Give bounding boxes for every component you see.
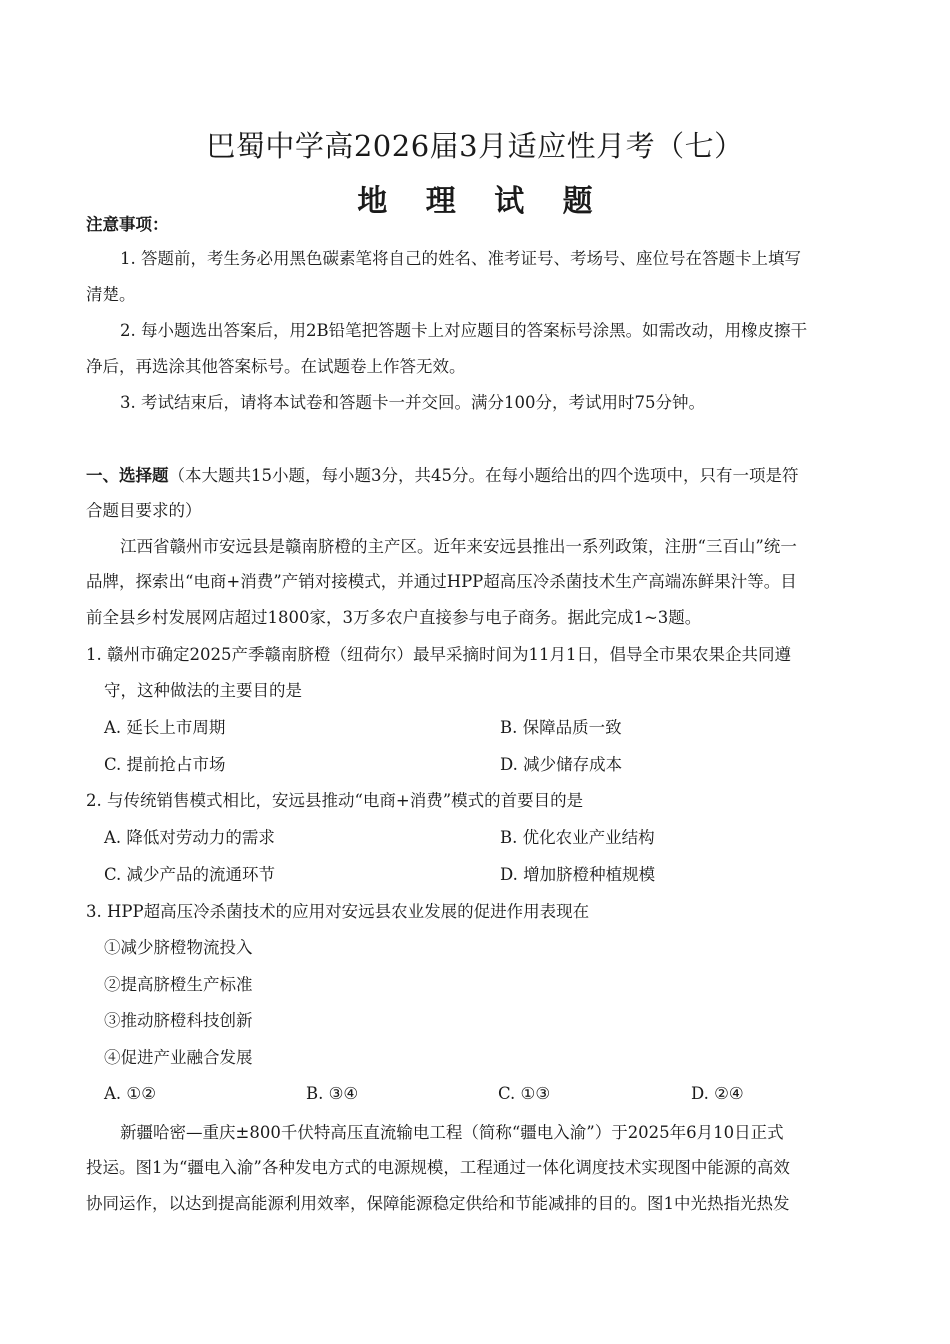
passage-2-line-1: 新疆哈密—重庆±800千伏特高压直流输电工程（简称“疆电入渝”）于2025年6月10日正式 bbox=[120, 1123, 784, 1142]
passage-1-line-3: 前全县乡村发展网店超过1800家，3万多农户直接参与电子商务。据此完成1~3题。 bbox=[86, 608, 702, 627]
exam-title: 巴蜀中学高2026届3月适应性月考（七） bbox=[206, 129, 744, 163]
subject-title: 地 理 试 题 bbox=[357, 184, 607, 219]
q1-stem: 1. 赣州市确定2025产季赣南脐橙（纽荷尔）最早采摘时间为11月1日，倡导全市果农果企共同遵 bbox=[86, 645, 791, 664]
notice-item-1: 1. 答题前，考生务必用黑色碳素笔将自己的姓名、准考证号、考场号、座位号在答题卡上填写 bbox=[120, 249, 801, 268]
q2-option-d: D. 增加脐橙种植规模 bbox=[500, 865, 656, 884]
notice-item-2: 2. 每小题选出答案后，用2B铅笔把答题卡上对应题目的答案标号涂黑。如需改动，用橡皮擦干 bbox=[120, 321, 808, 340]
notice-item-1-cont: 清楚。 bbox=[86, 285, 136, 304]
q3-option-b: B. ③④ bbox=[306, 1084, 359, 1103]
passage-1-line-1: 江西省赣州市安远县是赣南脐橙的主产区。近年来安远县推出一系列政策，注册“三百山”统一 bbox=[120, 537, 797, 556]
q3-statement-3: ③推动脐橙科技创新 bbox=[104, 1011, 253, 1030]
notice-item-2-cont: 净后，再选涂其他答案标号。在试题卷上作答无效。 bbox=[86, 357, 466, 376]
passage-2-line-2: 投运。图1为“疆电入渝”各种发电方式的电源规模，工程通过一体化调度技术实现图中能源的高效 bbox=[86, 1158, 790, 1177]
q1-option-c: C. 提前抢占市场 bbox=[104, 755, 226, 774]
q3-statement-4: ④促进产业融合发展 bbox=[104, 1048, 253, 1067]
q2-stem: 2. 与传统销售模式相比，安远县推动“电商+消费”模式的首要目的是 bbox=[86, 791, 584, 810]
q3-statement-1: ①减少脐橙物流投入 bbox=[104, 938, 253, 957]
passage-2-line-3: 协同运作，以达到提高能源利用效率，保障能源稳定供给和节能减排的目的。图1中光热指光热发 bbox=[86, 1194, 790, 1213]
q2-option-b: B. 优化农业产业结构 bbox=[500, 828, 655, 847]
q2-option-c: C. 减少产品的流通环节 bbox=[104, 865, 276, 884]
q1-stem-cont: 守，这种做法的主要目的是 bbox=[104, 681, 302, 700]
q3-stem: 3. HPP超高压冷杀菌技术的应用对安远县农业发展的促进作用表现在 bbox=[86, 902, 590, 921]
q1-option-d: D. 减少储存成本 bbox=[500, 755, 623, 774]
q3-option-c: C. ①③ bbox=[498, 1084, 551, 1103]
q1-option-a: A. 延长上市周期 bbox=[104, 718, 226, 737]
passage-1-line-2: 品牌，探索出“电商+消费”产销对接模式，并通过HPP超高压冷杀菌技术生产高端冻鲜果汁等。目 bbox=[86, 572, 797, 591]
q3-option-d: D. ②④ bbox=[691, 1084, 744, 1103]
section-1-heading bbox=[86, 465, 799, 487]
section-1-label: 一、选择题 bbox=[86, 466, 169, 485]
q3-option-a: A. ①② bbox=[104, 1084, 156, 1103]
section-1-desc-cont: 合题目要求的） bbox=[86, 501, 202, 520]
section-1-desc: （本大题共15小题，每小题3分，共45分。在每小题给出的四个选项中，只有一项是符 bbox=[168, 466, 799, 485]
q2-option-a: A. 降低对劳动力的需求 bbox=[104, 828, 275, 847]
notice-heading: 注意事项： bbox=[86, 215, 169, 234]
notice-item-3: 3. 考试结束后，请将本试卷和答题卡一并交回。满分100分，考试用时75分钟。 bbox=[120, 393, 705, 412]
q1-option-b: B. 保障品质一致 bbox=[500, 718, 622, 737]
q3-statement-2: ②提高脐橙生产标准 bbox=[104, 975, 253, 994]
